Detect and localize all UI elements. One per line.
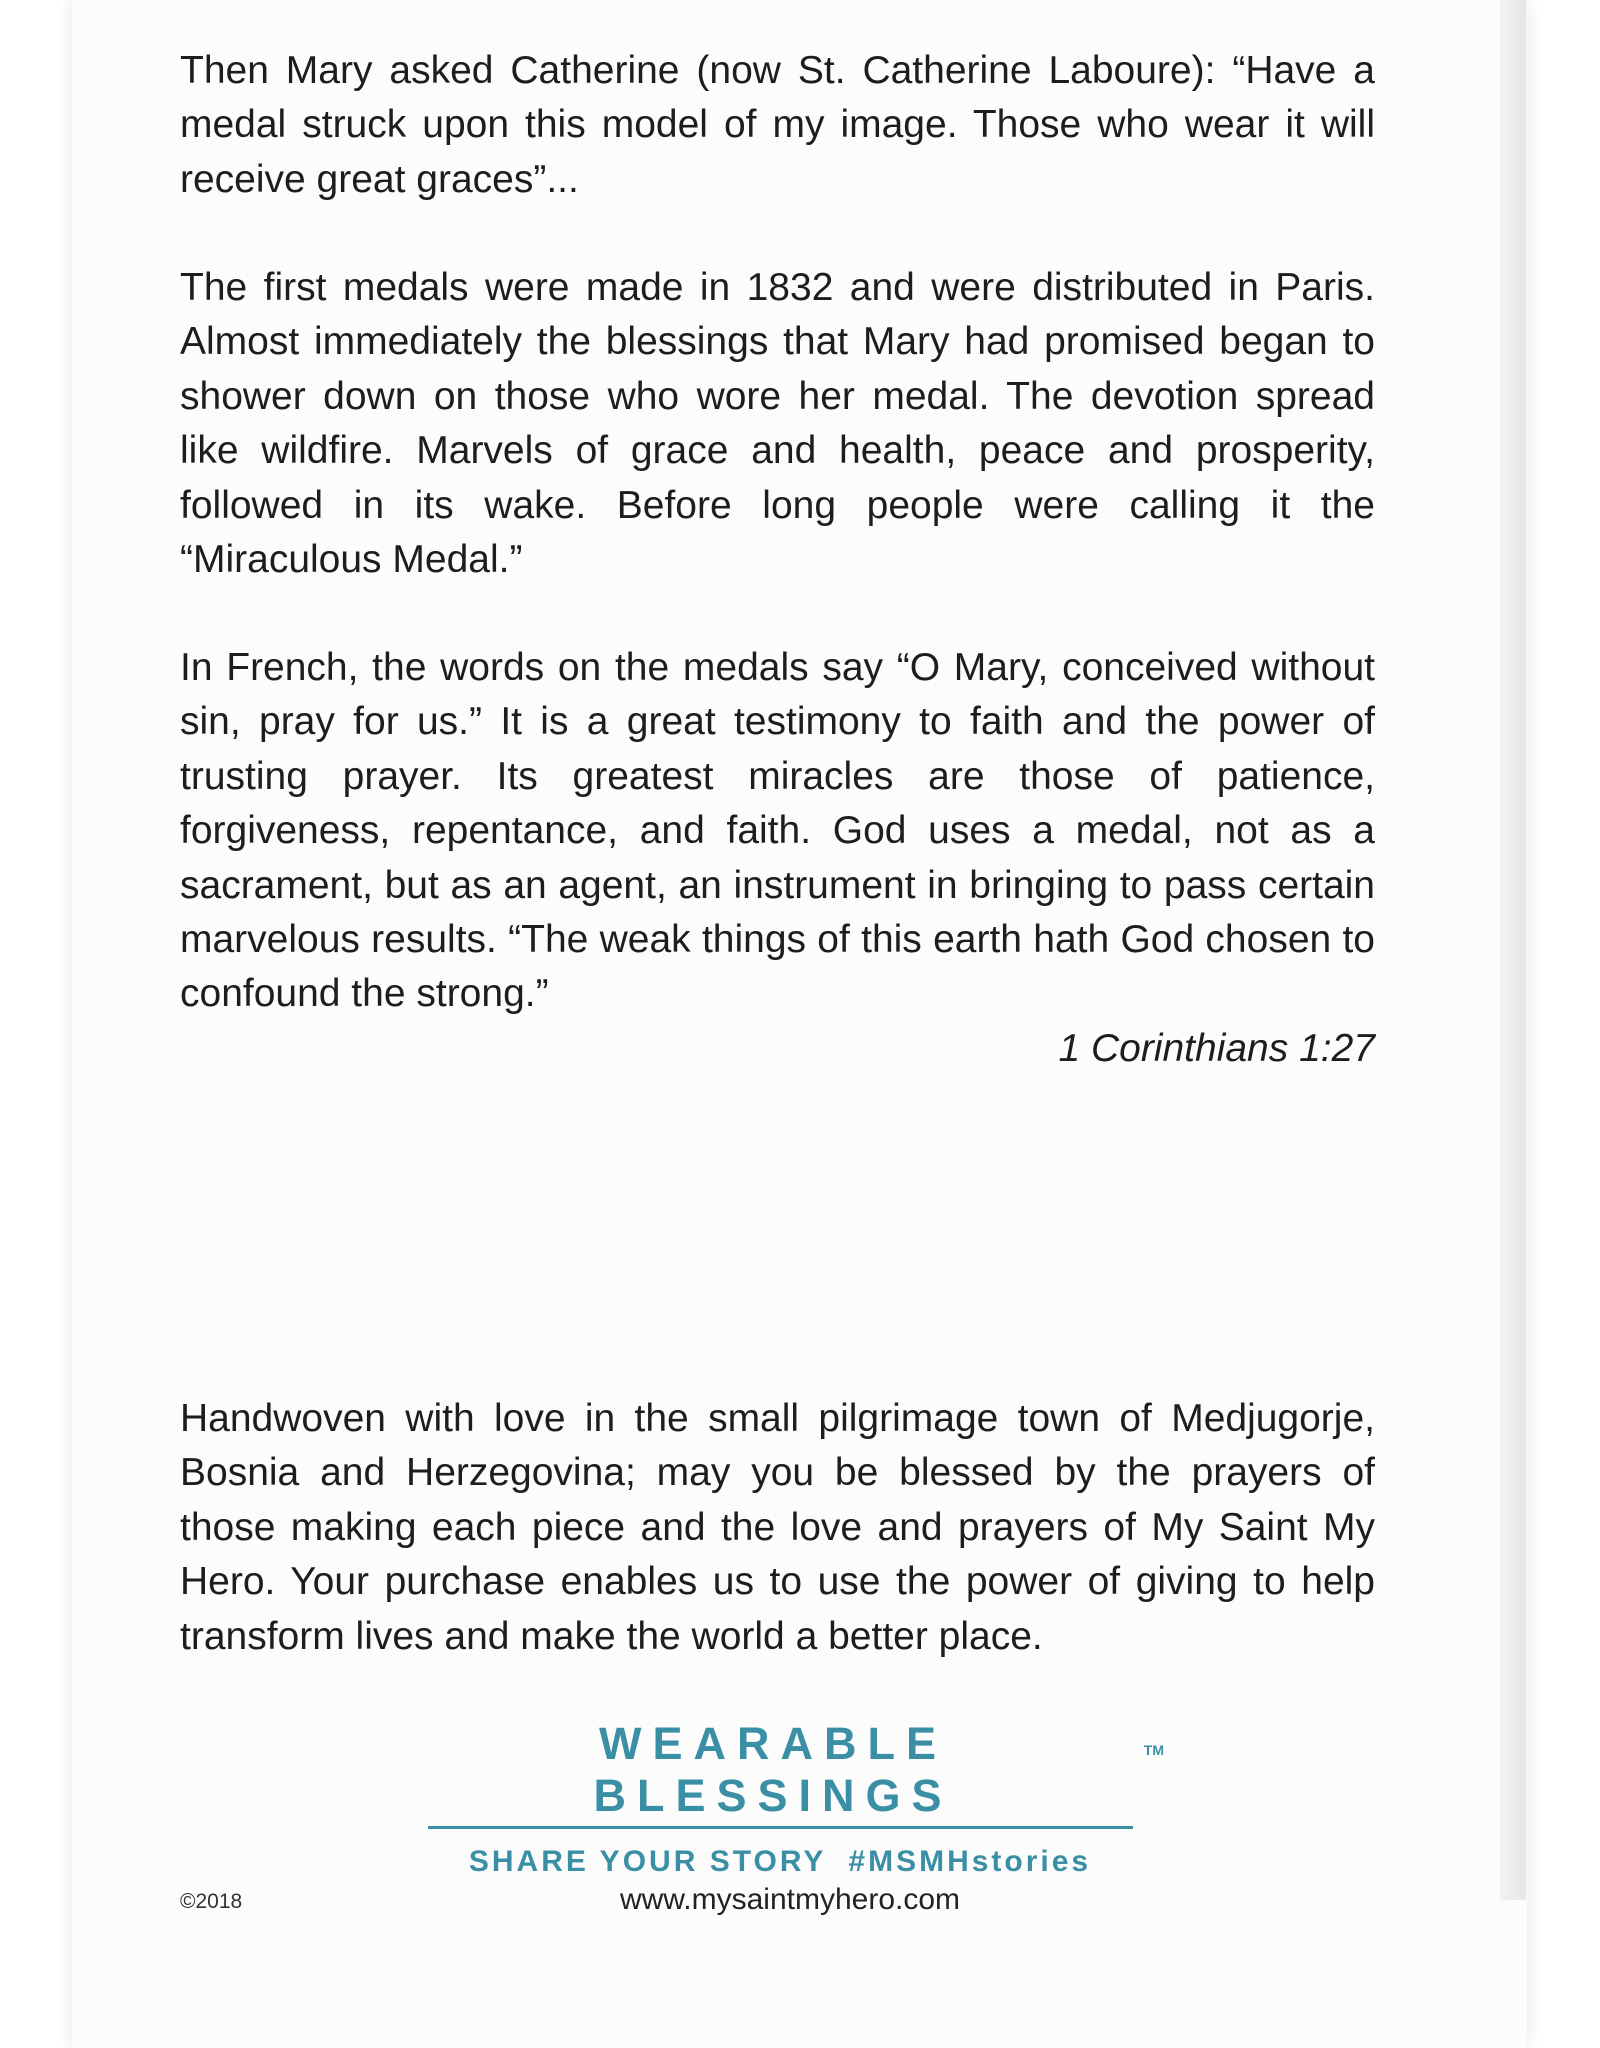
paragraph-first-medals: The first medals were made in 1832 and were distributed in Paris. Almost immediately the blessings that Mary had promised began to shower down on those who wore her medal. The devotion spread like wildfire. Marvels of grace and health, peace and prosperity, followed in its wake. Before long people were calling it the “Miraculous Medal.”	[180, 266, 1375, 582]
paragraph-handwoven: Handwoven with love in the small pilgrimage town of Medjugorje, Bosnia and Herzegovina; may you be blessed by the prayers of those making each piece and the love and prayers of My Saint My Hero. Your purchase enables us to use the power of giving to help transform lives and make the world a better place.	[180, 1397, 1375, 1658]
paragraph-french-words: In French, the words on the medals say “O Mary, conceived without sin, pray for us.” It is a great testimony to faith and the power of trusting prayer. Its greatest miracles are those of patience, forgiveness, repentance, and faith. God uses a medal, not as a sacrament, but as an agent, an instrument in bringing to pass certain marvelous results. “The weak things of this earth hath God chosen to confound the strong.”	[180, 646, 1375, 1016]
website-url: www.mysaintmyhero.com	[619, 1883, 961, 1916]
brand-tagline	[410, 1843, 1150, 1881]
trademark-mark: TM	[1143, 1742, 1164, 1758]
paragraph-mary-request: Then Mary asked Catherine (now St. Catherine Laboure): “Have a medal struck upon this model of my image. Those who wear it will receive great graces”...	[180, 49, 1375, 201]
brand-logo-block	[410, 1718, 1164, 1881]
bible-citation: 1 Corinthians 1:27	[1058, 1027, 1375, 1070]
brand-underline	[428, 1826, 1133, 1829]
tagline-share-your-story: SHARE YOUR STORY	[468, 1845, 827, 1878]
card-edge-shadow	[1500, 0, 1526, 1900]
brand-title-text: WEARABLE BLESSINGS	[593, 1718, 953, 1821]
copyright-notice: ©2018	[180, 1890, 243, 1913]
tagline-hashtag: #MSMHstories	[848, 1845, 1092, 1878]
brand-title	[410, 1718, 1164, 1822]
